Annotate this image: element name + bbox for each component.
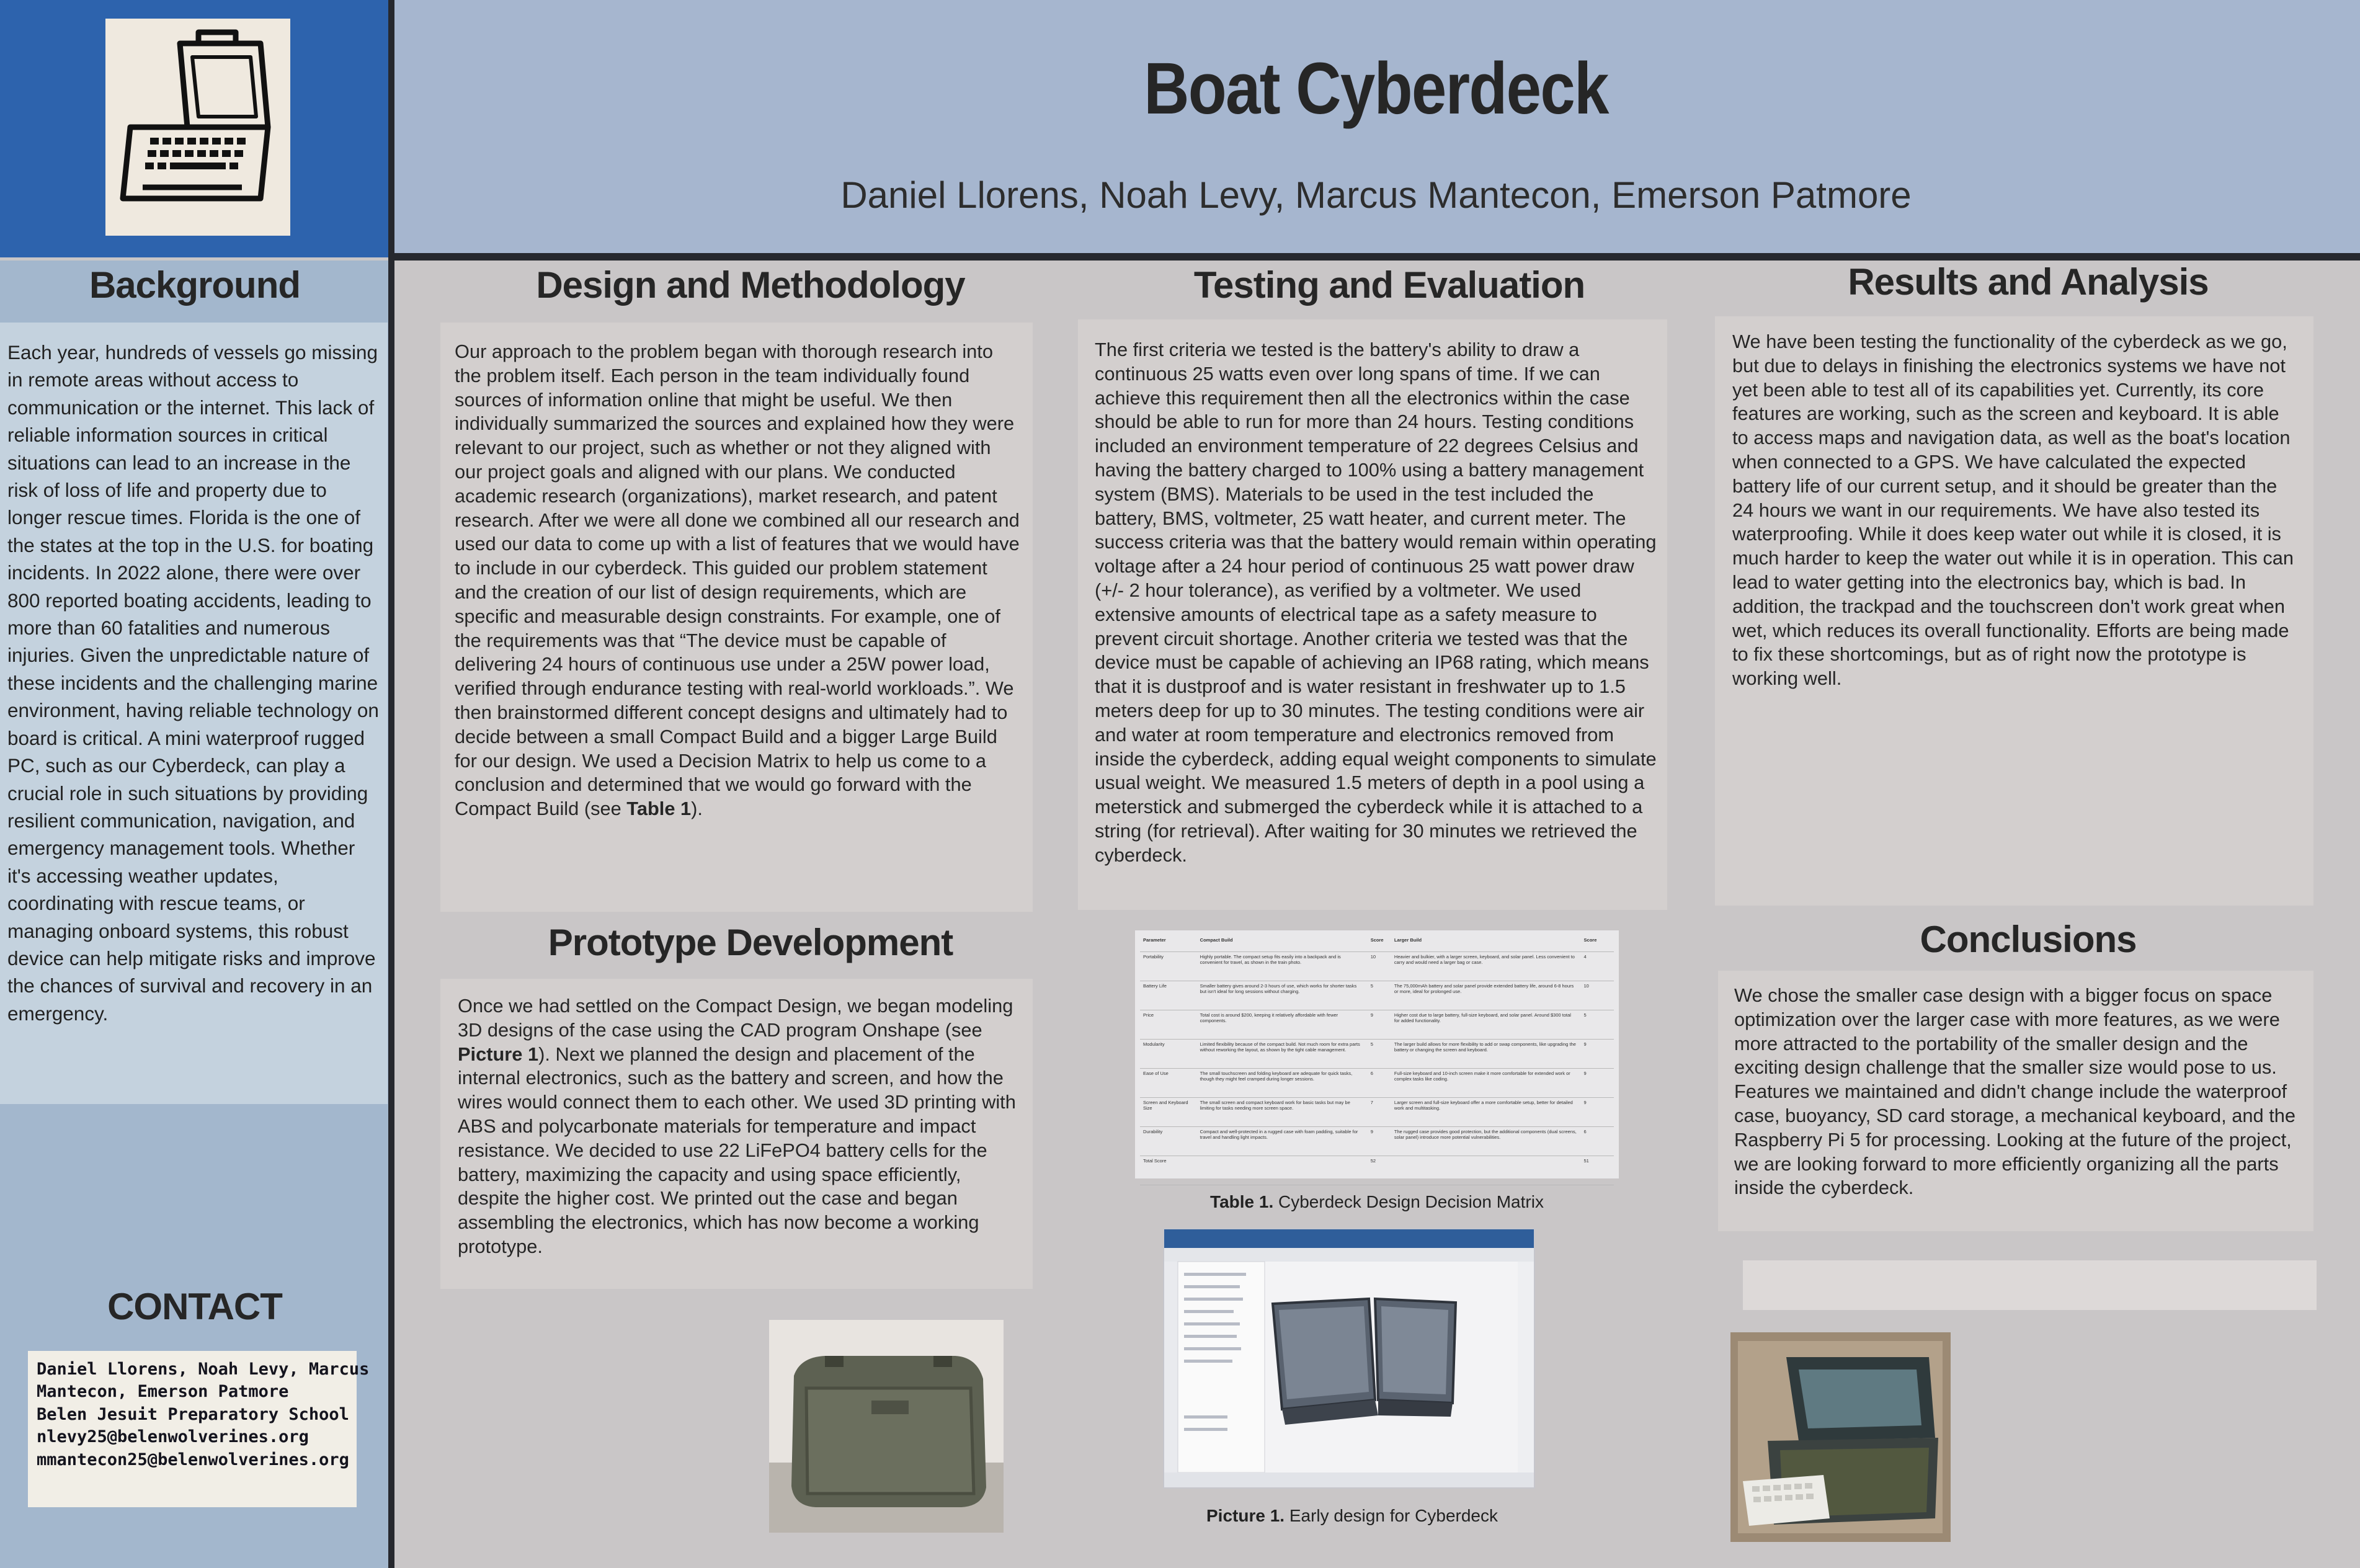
picture-reference: Picture 1	[458, 1043, 539, 1065]
table-caption	[1135, 1192, 1619, 1212]
table-cell: Compact and well-protected in a rugged case with foam padding, suitable for travel and handling light impacts.	[1197, 1127, 1368, 1156]
table-cell: 10	[1368, 952, 1391, 981]
table-cell: Price	[1140, 1010, 1197, 1040]
decision-matrix	[1135, 930, 1619, 1178]
table-cell	[1391, 1156, 1581, 1185]
prototype-photo	[1730, 1332, 1951, 1542]
column-header: Score	[1368, 935, 1391, 952]
table-cell: Ease of Use	[1140, 1069, 1197, 1098]
prototype-text	[458, 994, 1019, 1259]
picture-caption-label: Picture 1.	[1206, 1506, 1285, 1525]
design-text	[455, 340, 1022, 821]
table-cell: Higher cost due to large battery, full-size keyboard, and solar panel. Around $300 total for added functionality.	[1391, 1010, 1581, 1040]
column-header: Larger Build	[1391, 935, 1581, 952]
column-header: Parameter	[1140, 935, 1197, 952]
table-cell: 9	[1368, 1010, 1391, 1040]
table-row	[1140, 1127, 1614, 1156]
blank-strip	[1743, 1260, 2317, 1310]
table-cell: The larger build allows for more flexibility to add or swap components, like upgrading the battery or changing the screen and keyboard.	[1391, 1040, 1581, 1069]
table-caption-text: Cyberdeck Design Decision Matrix	[1273, 1192, 1544, 1211]
conclusions-text: We chose the smaller case design with a bigger focus on space optimization over the larger case with more features, as we were more attracted to the portability of the smaller design and the exciting design challenge that the smaller size would pose to us. Features we maintained and didn't change include the waterproof case, buoyancy, SD card storage, a mechanical keyboard, and the Raspberry Pi 5 for processing. Looking at the future of the project, we are looking forward to more efficiently organizing all the parts inside the cyberdeck.	[1734, 984, 2296, 1199]
rugged-laptop-icon	[105, 19, 290, 236]
table-cell: Modularity	[1140, 1040, 1197, 1069]
table-cell: Durability	[1140, 1127, 1197, 1156]
table-row	[1140, 1069, 1614, 1098]
table-cell: The small touchscreen and folding keyboard are adequate for quick tasks, though they might feel cramped during longer sessions.	[1197, 1069, 1368, 1098]
table-cell: Total Score	[1140, 1156, 1197, 1185]
table-cell: 6	[1581, 1127, 1614, 1156]
contact-email: mmantecon25@belenwolverines.org	[37, 1450, 349, 1469]
table-cell: 4	[1581, 952, 1614, 981]
table-cell: Limited flexibility because of the compact build. Not much room for extra parts without reworking the layout, as shown by the tight cable management.	[1197, 1040, 1368, 1069]
picture-caption-text: Early design for Cyberdeck	[1285, 1506, 1498, 1525]
table-cell	[1197, 1156, 1368, 1185]
table-cell: 9	[1581, 1069, 1614, 1098]
table-cell: Screen and Keyboard Size	[1140, 1098, 1197, 1127]
table-cell: 51	[1581, 1156, 1614, 1185]
table-reference: Table 1	[626, 798, 692, 820]
design-text-end: ).	[691, 798, 703, 820]
contact-line: Mantecon, Emerson Patmore	[37, 1382, 289, 1402]
table-cell: Full-size keyboard and 10-inch screen make it more comfortable for extended work or complex tasks like coding.	[1391, 1069, 1581, 1098]
testing-text: The first criteria we tested is the battery's ability to draw a continuous 25 watts even over long spans of time. If we can achieve this requirement then all the electronics within the case should be able to run for more than 24 hours. Testing conditions included an environment temperature of 22 degrees Celsius and having the battery charged to 100% using a battery management system (BMS). Materials to be used in the test included the battery, BMS, voltmeter, 25 watt heater, and current meter. The success criteria was that the battery would remain within operating voltage after a 24 hour period of continuous 25 watt power draw (+/- 2 hour tolerance), as verified by a voltmeter. We used extensive amounts of electrical tape as a safety measure to prevent circuit shortage. Another criteria we tested was that the device must be capable of achieving an IP68 rating, which means that it is dustproof and is water resistant in freshwater up to 1.5 meters deep for up to 30 minutes. The testing conditions were air and water at room temperature and electronics removed from inside the cyberdeck, adding equal weight components to simulate usual weight. We measured 1.5 meters of depth in a pool using a meterstick and submerged the cyberdeck while it is attached to a string (for retrieval). After waiting for 30 minutes we retrieved the cyberdeck.	[1095, 339, 1657, 866]
table-caption-label: Table 1.	[1210, 1192, 1274, 1211]
background-text: Each year, hundreds of vessels go missing in remote areas without access to communication or the internet. This lack of reliable information sources in critical situations can lead to an increase in the risk of loss of life and property due to longer rescue times. Florida is the one of the states at the top in the U.S. for boating incidents. In 2022 alone, there were over 800 reported boating accidents, leading to more than 60 fatalities and numerous injuries. Given the unpredictable nature of these incidents and the challenging marine environment, having reliable technology on board is critical. A mini waterproof rugged PC, such as our Cyberdeck, can play a crucial role in such situations by providing resilient communication, navigation, and emergency management tools. Whether it's accessing weather updates, coordinating with rescue teams, or managing onboard systems, this robust device can help mitigate risks and improve the chances of survival and recovery in an emergency.	[7, 341, 379, 1025]
contact-line: Daniel Llorens, Noah Levy, Marcus	[37, 1360, 370, 1379]
case-photo-image	[769, 1320, 1004, 1533]
cad-model-image	[1164, 1229, 1534, 1487]
results-text: We have been testing the functionality of the cyberdeck as we go, but due to delays in finishing the electronics systems we have not yet been able to test all of its capabilities yet. Currently, its core features are working, such as the screen and keyboard. It is able to access maps and navigation data, as well as the boat's location when connected to a GPS. We have calculated the expected battery life of our current setup, and it should be greater than the 24 hours we want in our requirements. We have also tested its waterproofing. While it does keep water out while it is closed, it is much harder to keep the water out while it is in operation. This can lead to water getting into the electronics bay, which is bad. In addition, the trackpad and the touchscreen don't work great when wet, which reduces its overall functionality. Efforts are being made to fix these shortcomings, but as of right now the prototype is working well.	[1732, 331, 2294, 690]
table-row	[1140, 1010, 1614, 1040]
left-column-divider	[388, 0, 394, 1568]
case-photo	[769, 1320, 1004, 1533]
column-header: Score	[1581, 935, 1614, 952]
table-cell: The 75,000mAh battery and solar panel provide extended battery life, around 6-8 hours or more, ideal for prolonged use.	[1391, 981, 1581, 1010]
table-cell: 9	[1581, 1040, 1614, 1069]
contact-school: Belen Jesuit Preparatory School	[37, 1404, 349, 1424]
testing-heading: Testing and Evaluation	[1193, 264, 1585, 306]
conclusions-heading: Conclusions	[1920, 919, 2137, 960]
prototype-photo-image	[1730, 1332, 1951, 1542]
table-cell: 5	[1581, 1010, 1614, 1040]
contact-heading: CONTACT	[107, 1286, 282, 1327]
prototype-text-end: ). Next we planned the design and placement of the internal electronics, such as the battery and screen, and how the wires would connect them to each other. We used 3D printing with ABS and polycarbonate materials for temperature and impact resistance. We decided to use 22 LiFePO4 battery cells for the battery, maximizing the capacity and using space efficiently, despite the higher cost. We printed out the case and began assembling the electronics, which has now become a working prototype.	[458, 1043, 1016, 1257]
table-cell: 5	[1368, 981, 1391, 1010]
table-cell: 7	[1368, 1098, 1391, 1127]
table-cell: Total cost is around $200, keeping it relatively affordable with fewer components.	[1197, 1010, 1368, 1040]
design-text-body: Our approach to the problem began with thorough research into the problem itself. Each person in the team individually found sources of information online that might be useful. We then individually summarized the sources and explained how they were relevant to our project, such as whether or not they aligned with our project goals and aligned with our plans. We conducted academic research (organizations), market research, and patent research. After we were all done we combined all our research and used our data to come up with a list of features that we would have to include in our cyberdeck. This guided our problem statement and the creation of our list of design requirements, which are specific and measurable design constraints. For example, one of the requirements was that “The device must be capable of delivering 24 hours of continuous use under a 25W power load, verified through endurance testing with real-world workloads.”. We then brainstormed different concept designs and ultimately had to decide between a small Compact Build and a bigger Large Build for our design. We used a Decision Matrix to help us come to a conclusion and determined that we would go forward with the Compact Build (see	[455, 341, 1020, 820]
table-cell: 9	[1581, 1098, 1614, 1127]
table-cell: 9	[1368, 1127, 1391, 1156]
contact-card	[28, 1351, 370, 1507]
logo-card	[105, 19, 290, 236]
table-total-row	[1140, 1156, 1614, 1185]
table-cell: Smaller battery gives around 2-3 hours of use, which works for shorter tasks but isn't ideal for long sessions without charging.	[1197, 981, 1368, 1010]
poster-title: Boat Cyberdeck	[1144, 48, 1608, 130]
picture-caption	[1135, 1506, 1569, 1526]
cad-screenshot	[1163, 1228, 1535, 1489]
table-row	[1140, 1040, 1614, 1069]
author-list: Daniel Llorens, Noah Levy, Marcus Mantecon, Emerson Patmore	[840, 174, 1912, 216]
contact-email: nlevy25@belenwolverines.org	[37, 1427, 309, 1447]
prototype-text-body: Once we had settled on the Compact Design, we began modeling 3D designs of the case using the CAD program Onshape (see	[458, 995, 1013, 1041]
table-row	[1140, 952, 1614, 981]
table-cell: The small screen and compact keyboard work for basic tasks but may be limiting for tasks needing more screen space.	[1197, 1098, 1368, 1127]
decision-matrix-table	[1140, 935, 1614, 1185]
table-cell: 5	[1368, 1040, 1391, 1069]
prototype-heading: Prototype Development	[548, 922, 953, 963]
table-cell: 10	[1581, 981, 1614, 1010]
table-cell: Heavier and bulkier, with a larger screen, keyboard, and solar panel. Less convenient to carry and would need a larger bag or case.	[1391, 952, 1581, 981]
table-cell: The rugged case provides good protection, but the additional components (dual screens, solar panel) introduce more potential vulnerabilities.	[1391, 1127, 1581, 1156]
title-divider	[392, 253, 2360, 261]
table-cell: Battery Life	[1140, 981, 1197, 1010]
table-row	[1140, 981, 1614, 1010]
design-heading: Design and Methodology	[536, 264, 965, 306]
table-cell: Portability	[1140, 952, 1197, 981]
table-cell: 6	[1368, 1069, 1391, 1098]
table-header-row	[1140, 935, 1614, 952]
table-cell: 52	[1368, 1156, 1391, 1185]
results-heading: Results and Analysis	[1848, 261, 2209, 303]
table-cell: Larger screen and full-size keyboard offer a more comfortable setup, better for detailed work and multitasking.	[1391, 1098, 1581, 1127]
column-header: Compact Build	[1197, 935, 1368, 952]
table-row	[1140, 1098, 1614, 1127]
background-heading: Background	[89, 264, 301, 306]
table-cell: Highly portable. The compact setup fits easily into a backpack and is convenient for travel, as shown in the train photo.	[1197, 952, 1368, 981]
